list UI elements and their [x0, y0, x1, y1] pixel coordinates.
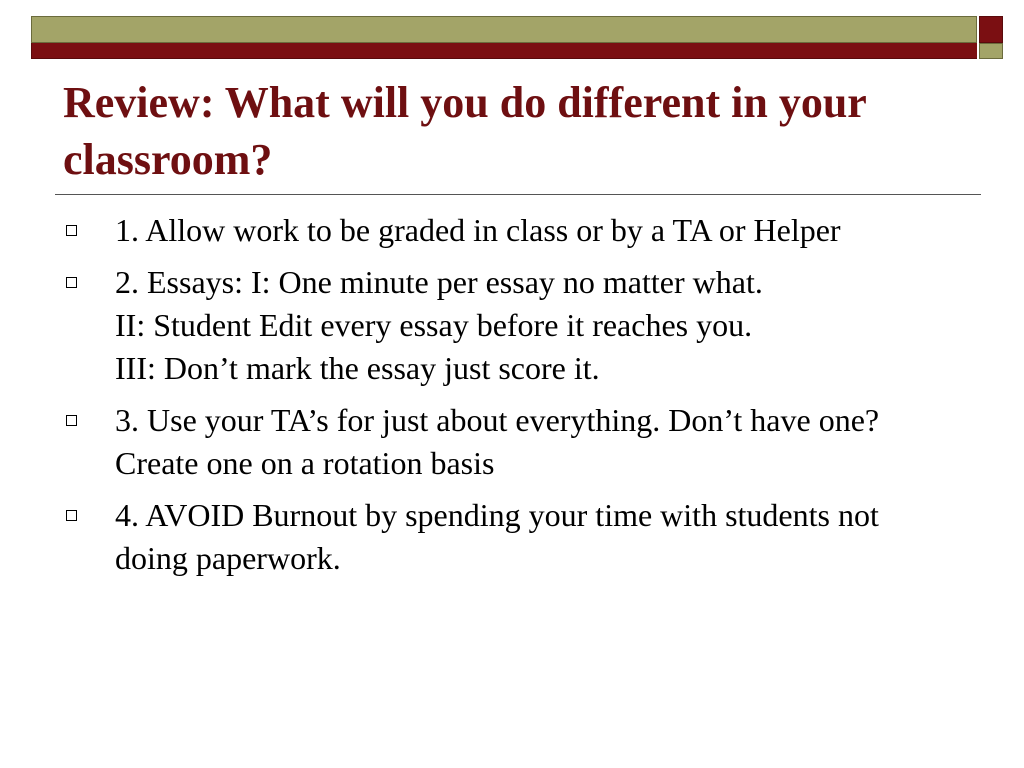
bullet-item — [62, 261, 942, 390]
bullet-text: 4. AVOID Burnout by spending your time with students not doing paperwork. — [115, 497, 879, 576]
hollow-square-icon — [66, 277, 77, 288]
bullet-item — [62, 209, 942, 252]
title-divider — [55, 194, 981, 195]
bullet-list — [62, 209, 942, 589]
bullet-text: 1. Allow work to be graded in class or by a TA or Helper — [115, 212, 841, 248]
hollow-square-icon — [66, 415, 77, 426]
slide-title: Review: What will you do different in your classroom? — [63, 78, 867, 184]
bullet-text: 3. Use your TA’s for just about everything. Don’t have one? Create one on a rotation basis — [115, 402, 880, 481]
hollow-square-icon — [66, 225, 77, 236]
bullet-item — [62, 494, 942, 580]
bullet-text: 2. Essays: I: One minute per essay no matter what. II: Student Edit every essay before it reaches you. III: Don’t mark the essay just score it. — [115, 264, 763, 386]
header-banner-olive — [31, 16, 977, 43]
header-corner-olive — [979, 43, 1003, 59]
bullet-item — [62, 399, 942, 485]
header-corner-maroon — [979, 16, 1003, 43]
header-banner-maroon — [31, 43, 977, 59]
hollow-square-icon — [66, 510, 77, 521]
